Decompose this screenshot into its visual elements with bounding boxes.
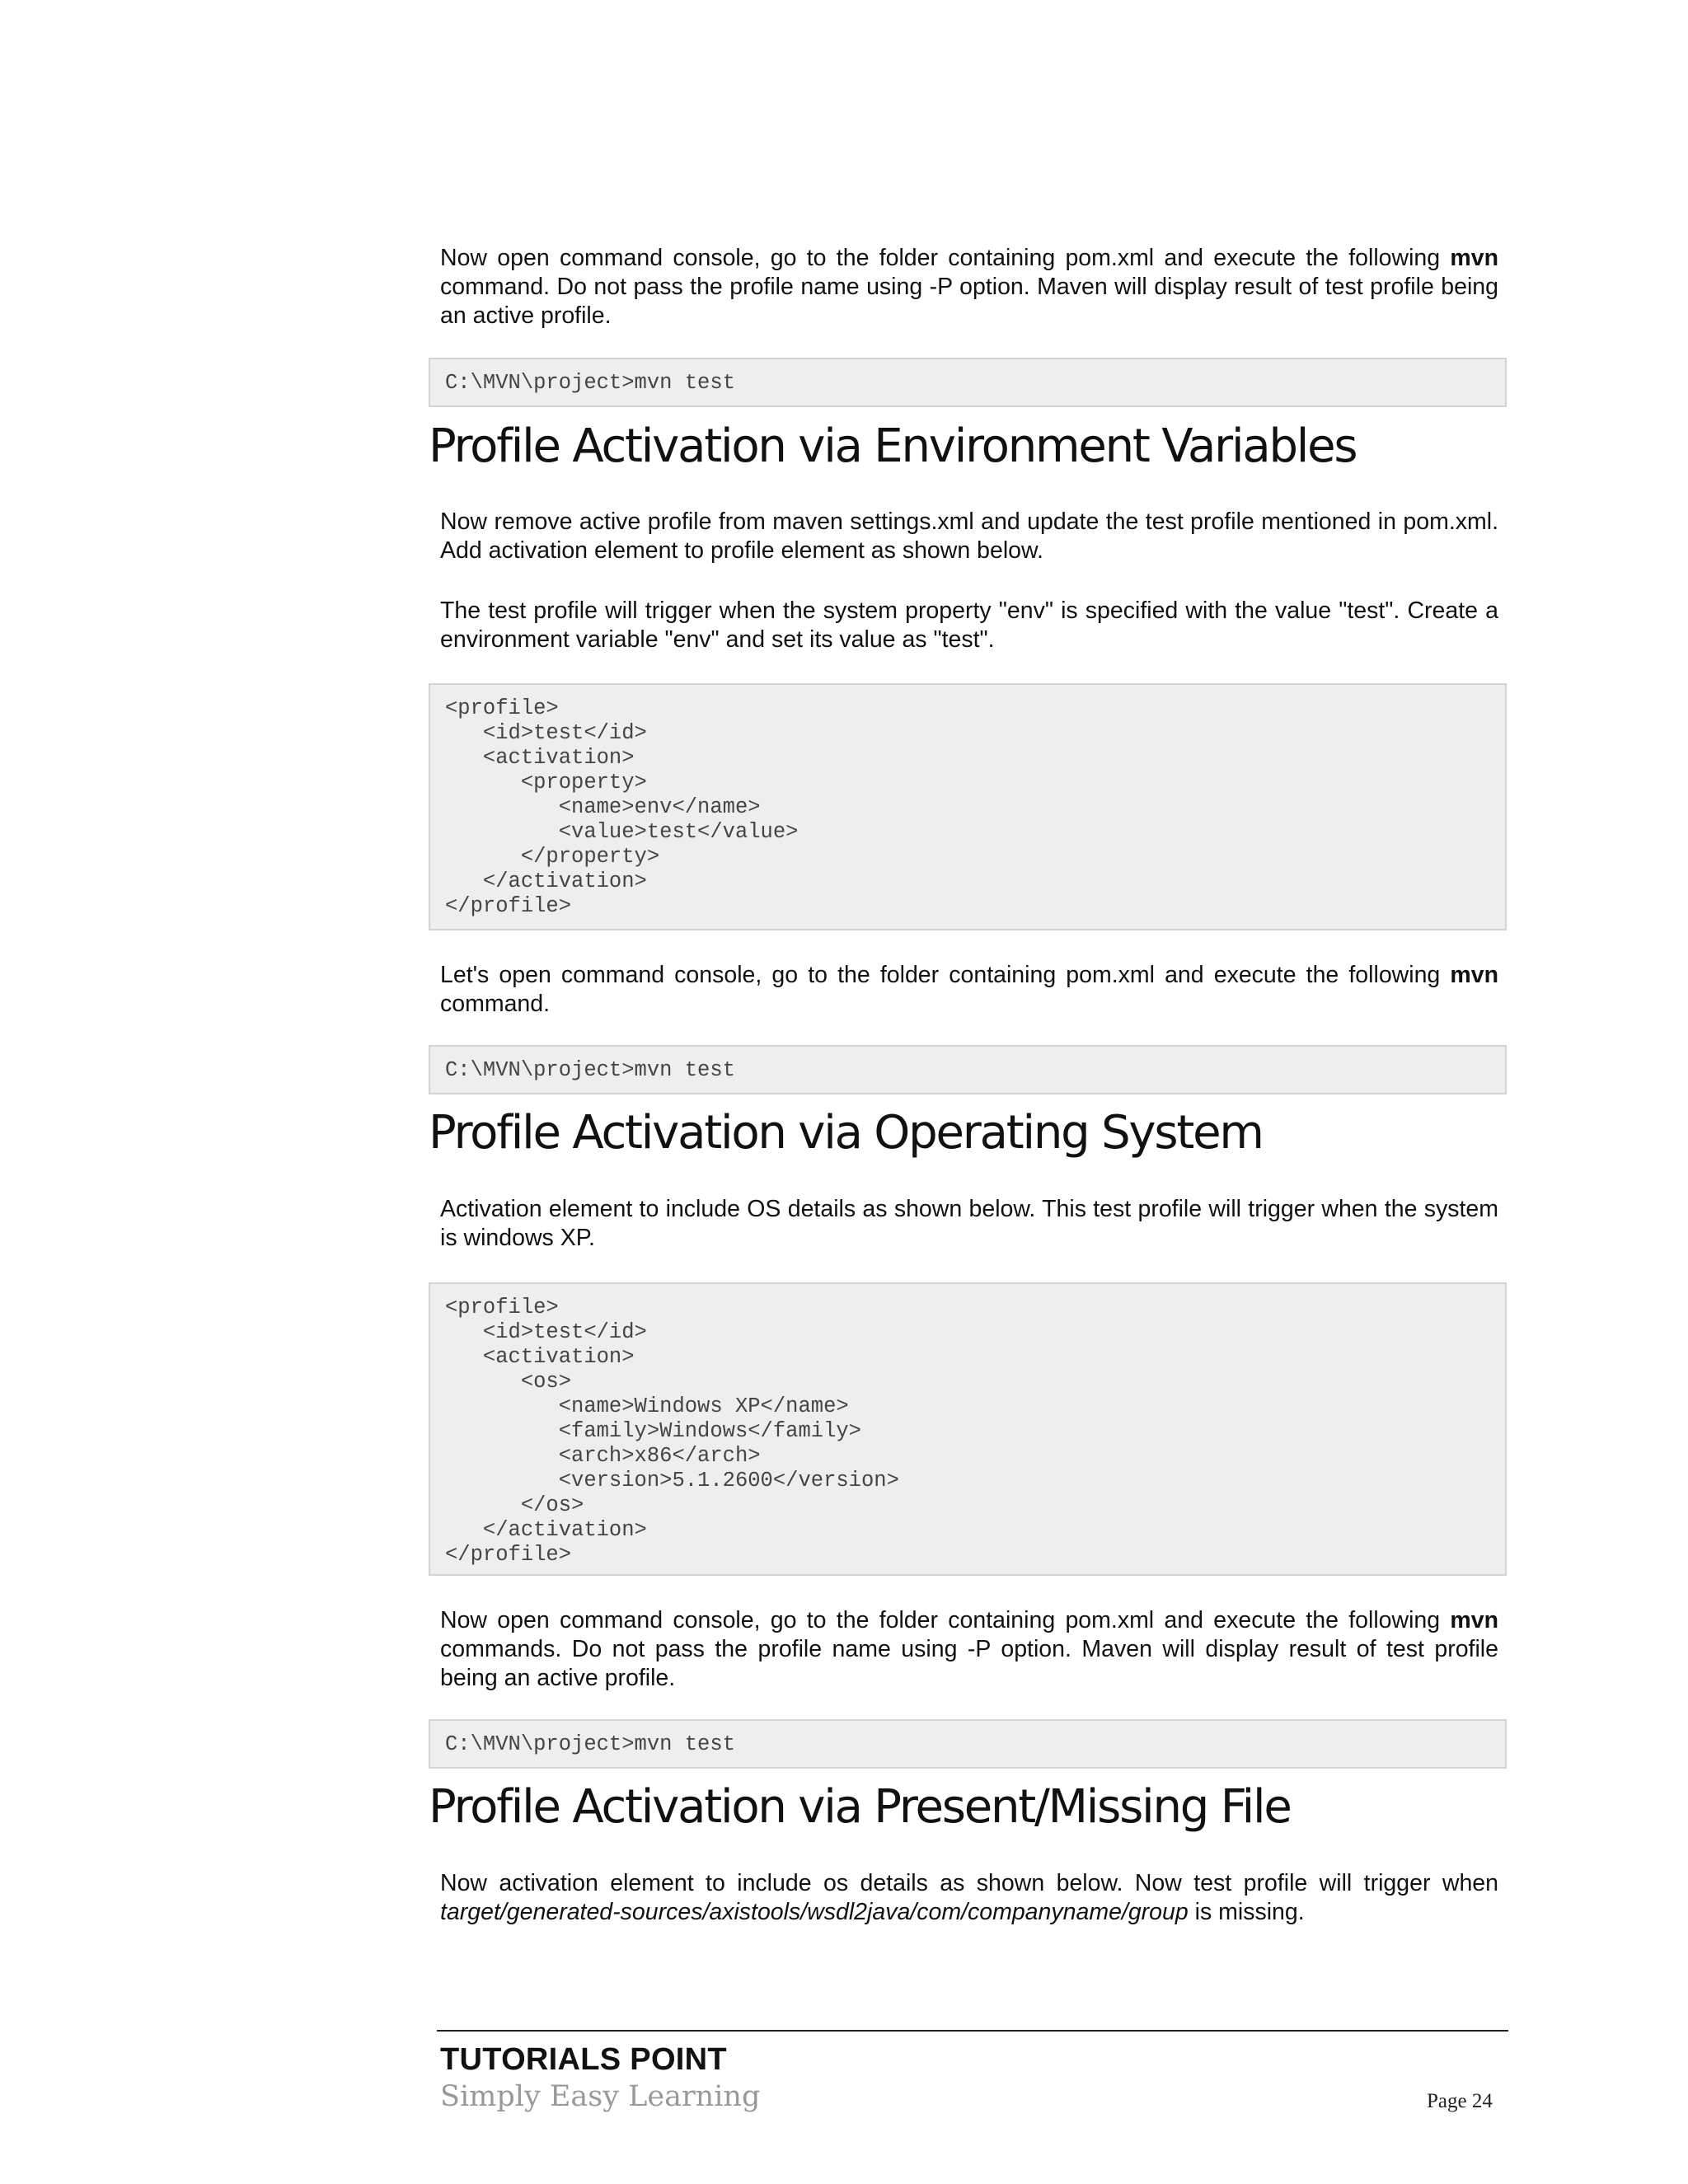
intro-text-end: command. Do not pass the profile name using -P option. Maven will display result of test profile being an active profile.	[440, 274, 1498, 329]
env-code-block: <profile> <id>test</id> <activation> <property> <name>env</name> <value>test</value> </property> </activation> </profile>	[429, 683, 1507, 930]
intro-bold-command: mvn	[1450, 245, 1498, 271]
intro-paragraph	[440, 244, 1498, 330]
intro-command-box: C:\MVN\project>mvn test	[429, 358, 1507, 407]
heading-operating-system: Profile Activation via Operating System	[429, 1106, 1263, 1160]
footer-brand: TUTORIALS POINT	[440, 2042, 727, 2077]
os-code-block: <profile> <id>test</id> <activation> <os> <name>Windows XP</name> <family>Windows</family> <arch>x86</arch> <version>5.1.2600</version> </os> </activation> </profile>	[429, 1282, 1507, 1576]
env-paragraph-2: The test profile will trigger when the system property "env" is specified with the value "test". Create a environment variable "env" and set its value as "test".	[440, 598, 1498, 653]
os-command-box: C:\MVN\project>mvn test	[429, 1719, 1507, 1769]
file-paragraph-1	[440, 1869, 1498, 1927]
file-text-start: Now activation element to include os details as shown below. Now test profile will trigger when	[440, 1870, 1498, 1896]
os-paragraph-2	[440, 1606, 1498, 1693]
env-paragraph-1: Now remove active profile from maven settings.xml and update the test profile mentioned in pom.xml. Add activation element to profile element as shown below.	[440, 509, 1498, 564]
heading-present-missing-file: Profile Activation via Present/Missing File	[429, 1780, 1291, 1834]
os-text-start: Now open command console, go to the folder containing pom.xml and execute the following	[440, 1607, 1451, 1633]
os-bold-command: mvn	[1450, 1607, 1498, 1633]
file-text-end: is missing.	[1188, 1899, 1305, 1925]
heading-environment-variables: Profile Activation via Environment Variables	[429, 419, 1357, 473]
intro-text-start: Now open command console, go to the folder containing pom.xml and execute the following	[440, 245, 1451, 271]
footer-divider	[437, 2030, 1508, 2032]
os-text-end: commands. Do not pass the profile name using -P option. Maven will display result of test profile being an active profile.	[440, 1636, 1498, 1691]
env-bold-command: mvn	[1450, 962, 1498, 988]
env-text-start: Let's open command console, go to the folder containing pom.xml and execute the following	[440, 962, 1451, 988]
env-text-end: command.	[440, 991, 551, 1017]
page-number: Page 24	[1427, 2090, 1493, 2112]
footer-tagline: Simply Easy Learning	[440, 2080, 761, 2113]
env-paragraph-3	[440, 961, 1498, 1019]
file-path-italic: target/generated-sources/axistools/wsdl2java/com/companyname/group	[440, 1899, 1189, 1925]
os-paragraph-1: Activation element to include OS details as shown below. This test profile will trigger when the system is windows XP.	[440, 1196, 1498, 1251]
env-command-box: C:\MVN\project>mvn test	[429, 1045, 1507, 1094]
